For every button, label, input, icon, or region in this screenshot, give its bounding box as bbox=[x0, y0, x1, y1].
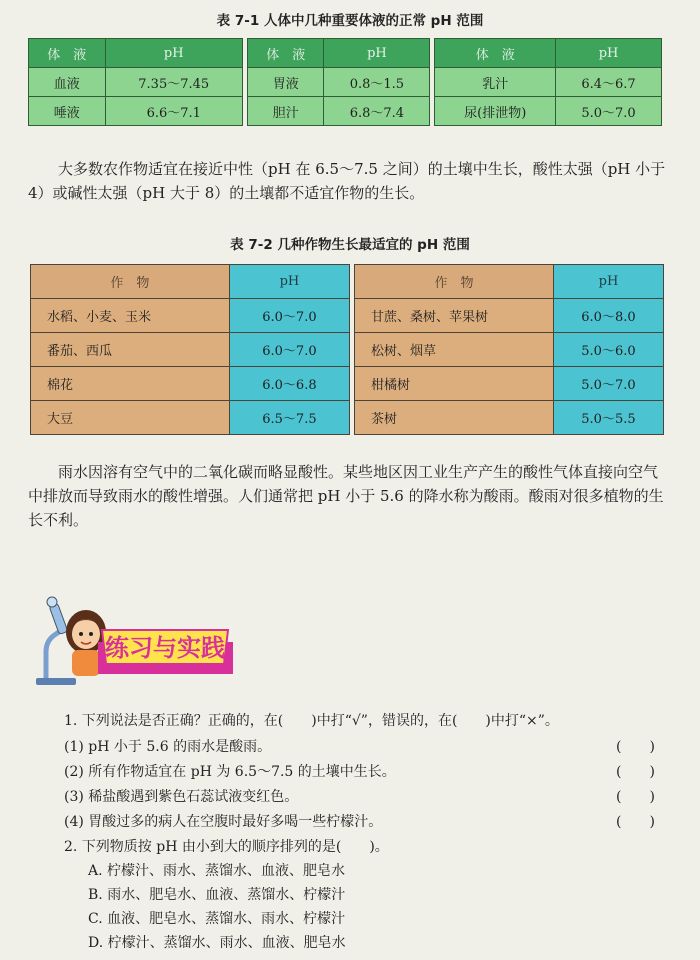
table-cell: 尿(排泄物) bbox=[435, 97, 556, 126]
table-cell: 棉花 bbox=[31, 367, 230, 401]
table-cell: 番茄、西瓜 bbox=[31, 333, 230, 367]
option-d[interactable]: D. 柠檬汁、蒸馏水、雨水、血液、肥皂水 bbox=[88, 935, 346, 951]
answer-blank-4[interactable]: ( ) bbox=[616, 814, 655, 830]
table-cell: 水稻、小麦、玉米 bbox=[31, 299, 230, 333]
statement-2: (2) 所有作物适宜在 pH 为 6.5～7.5 的土壤中生长。 bbox=[64, 764, 396, 780]
body-fluid-ph-table bbox=[28, 38, 662, 126]
soil-ph-paragraph: 大多数农作物适宜在接近中性（pH 在 6.5～7.5 之间）的土壤中生长，酸性太强（pH 小于 4）或碱性太强（pH 大于 8）的土壤都不适宜作物的生长。 bbox=[28, 160, 666, 202]
table2-caption: 表 7-2 几种作物生长最适宜的 pH 范围 bbox=[230, 237, 470, 253]
statement-4: (4) 胃酸过多的病人在空腹时最好多喝一些柠檬汁。 bbox=[64, 814, 383, 830]
table-cell: 6.4～6.7 bbox=[556, 68, 662, 97]
table-cell: 5.0～6.0 bbox=[553, 333, 663, 367]
table-cell: 6.0～7.0 bbox=[229, 299, 349, 333]
statement-3: (3) 稀盐酸遇到紫色石蕊试液变红色。 bbox=[64, 789, 299, 805]
option-b[interactable]: B. 雨水、肥皂水、血液、蒸馏水、柠檬汁 bbox=[88, 887, 346, 903]
exercise-badge bbox=[28, 592, 238, 692]
header-cell: 作 物 bbox=[355, 265, 554, 299]
table-cell: 大豆 bbox=[31, 401, 230, 435]
header-cell: 体 液 bbox=[247, 39, 324, 68]
header-cell: 作 物 bbox=[31, 265, 230, 299]
table-cell: 胆汁 bbox=[247, 97, 324, 126]
exercise-title-banner bbox=[98, 630, 233, 674]
table-cell: 5.0～7.0 bbox=[556, 97, 662, 126]
table-cell: 茶树 bbox=[355, 401, 554, 435]
crop-ph-table bbox=[30, 264, 664, 435]
table-cell: 0.8～1.5 bbox=[324, 68, 430, 97]
header-cell: pH bbox=[105, 39, 242, 68]
header-cell: pH bbox=[324, 39, 430, 68]
table-cell: 7.35～7.45 bbox=[105, 68, 242, 97]
table-cell: 5.0～7.0 bbox=[553, 367, 663, 401]
table-cell: 松树、烟草 bbox=[355, 333, 554, 367]
table-row bbox=[31, 299, 664, 333]
table-cell: 6.5～7.5 bbox=[229, 401, 349, 435]
header-cell: pH bbox=[229, 265, 349, 299]
option-c[interactable]: C. 血液、肥皂水、蒸馏水、雨水、柠檬汁 bbox=[88, 911, 346, 927]
statement-1: (1) pH 小于 5.6 的雨水是酸雨。 bbox=[64, 739, 272, 755]
answer-blank-2[interactable]: ( ) bbox=[616, 764, 655, 780]
table-header-row bbox=[31, 265, 664, 299]
table-row bbox=[29, 68, 662, 97]
table-row bbox=[31, 367, 664, 401]
table-cell: 甘蔗、桑树、苹果树 bbox=[355, 299, 554, 333]
table-header-row bbox=[29, 39, 662, 68]
option-a[interactable]: A. 柠檬汁、雨水、蒸馏水、血液、肥皂水 bbox=[88, 863, 346, 879]
acid-rain-paragraph: 雨水因溶有空气中的二氧化碳而略显酸性。某些地区因工业生产产生的酸性气体直接向空气中排放而导致雨水的酸性增强。人们通常把 pH 小于 5.6 的降水称为酸雨。酸雨对很多植物的生长不利。 bbox=[28, 463, 664, 529]
question-2: 2. 下列物质按 pH 由小到大的顺序排列的是( )。 bbox=[64, 839, 389, 855]
header-cell: pH bbox=[553, 265, 663, 299]
answer-blank-3[interactable]: ( ) bbox=[616, 789, 655, 805]
table-cell: 6.8～7.4 bbox=[324, 97, 430, 126]
header-cell: 体 液 bbox=[435, 39, 556, 68]
table-row bbox=[29, 97, 662, 126]
table-cell: 胃液 bbox=[247, 68, 324, 97]
table-cell: 乳汁 bbox=[435, 68, 556, 97]
header-cell: pH bbox=[556, 39, 662, 68]
table-cell: 唾液 bbox=[29, 97, 106, 126]
question-1: 1. 下列说法是否正确？正确的，在( )中打“√”，错误的，在( )中打“×”。 bbox=[64, 713, 559, 729]
table1-caption: 表 7-1 人体中几种重要体液的正常 pH 范围 bbox=[216, 13, 484, 29]
table-cell: 6.0～8.0 bbox=[553, 299, 663, 333]
table-cell: 6.6～7.1 bbox=[105, 97, 242, 126]
table-row bbox=[31, 333, 664, 367]
table-cell: 血液 bbox=[29, 68, 106, 97]
table-cell: 5.0～5.5 bbox=[553, 401, 663, 435]
exercise-title: 练习与实践 bbox=[105, 634, 225, 662]
table-cell: 柑橘树 bbox=[355, 367, 554, 401]
table-row bbox=[31, 401, 664, 435]
header-cell: 体 液 bbox=[29, 39, 106, 68]
table-cell: 6.0～7.0 bbox=[229, 333, 349, 367]
table-cell: 6.0～6.8 bbox=[229, 367, 349, 401]
answer-blank-1[interactable]: ( ) bbox=[616, 739, 655, 755]
